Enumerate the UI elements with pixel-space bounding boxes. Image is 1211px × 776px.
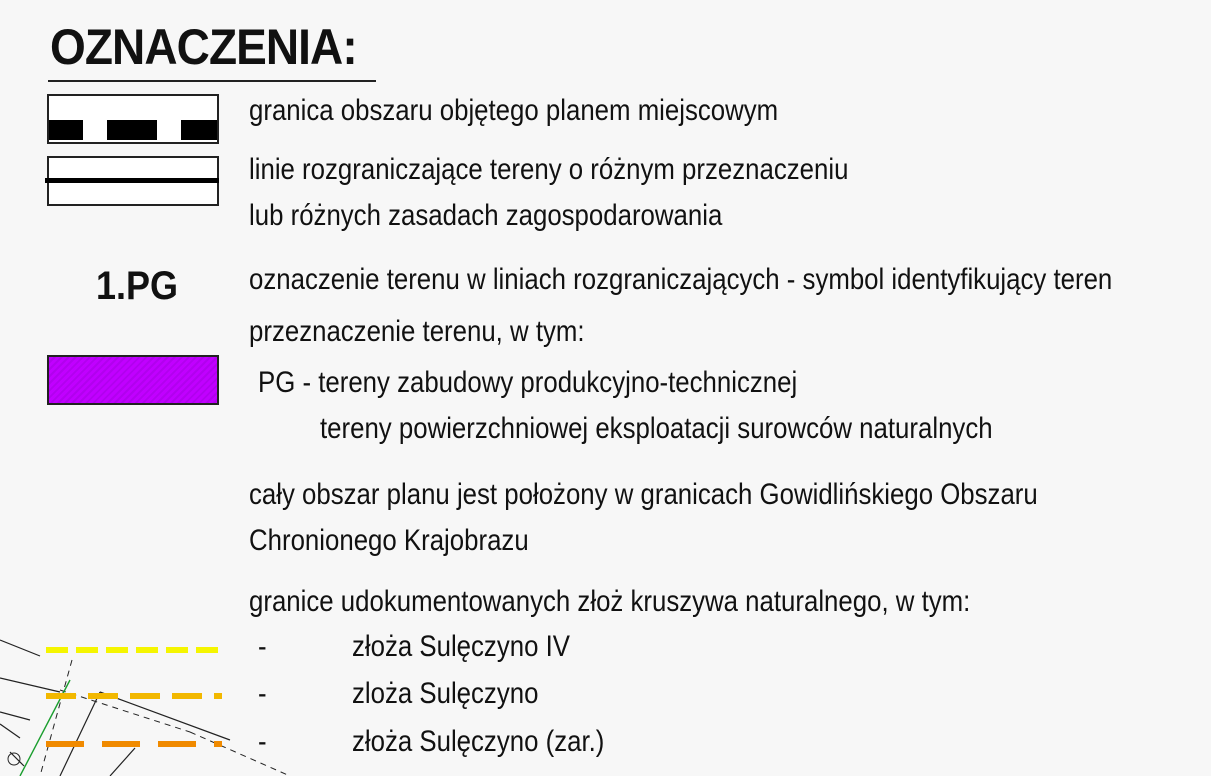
legend-text-land-use-heading: przeznaczenie terenu, w tym: (249, 315, 585, 348)
legend-text-area-code: oznaczenie terenu w liniach rozgraniczających - symbol identyfikujący teren (249, 263, 1113, 296)
title-underline (48, 80, 376, 82)
legend-text-plan-boundary: granica obszaru objętego planem miejscowym (249, 94, 779, 127)
legend-text-landscape-area-2: Chronionego Krajobrazu (249, 524, 529, 557)
deposit-label-sulęczyno: zloża Sulęczyno (352, 677, 539, 710)
plan-boundary-symbol (47, 94, 219, 144)
legend-text-pg: PG - tereny zabudowy produkcyjno-technicznej (258, 366, 798, 399)
deposit-dash-3: - (258, 725, 267, 758)
deposit-line-amber (44, 689, 224, 703)
deposit-line-yellow (44, 643, 224, 657)
deposit-dash-2: - (258, 677, 267, 710)
boundary-lines-symbol (47, 156, 219, 206)
legend-text-pg-2: tereny powierzchniowej eksploatacji surowców naturalnych (320, 412, 993, 445)
legend-text-boundary-lines-2: lub różnych zasadach zagospodarowania (249, 199, 723, 232)
pg-fill-swatch (47, 355, 219, 405)
legend-title: OZNACZENIA: (50, 19, 357, 75)
legend-text-boundary-lines: linie rozgraniczające tereny o różnym przeznaczeniu (249, 153, 849, 186)
deposit-line-orange (44, 737, 224, 751)
legend-text-deposits-heading: granice udokumentowanych złoż kruszywa naturalnego, w tym: (249, 585, 971, 618)
deposit-label-sulęczyno-zar: złoża Sulęczyno (zar.) (352, 725, 605, 758)
deposit-dash-1: - (258, 630, 267, 663)
deposit-label-sulęczyno-iv: złoża Sulęczyno IV (352, 630, 570, 663)
area-code-label: 1.PG (96, 264, 179, 308)
legend-text-landscape-area: cały obszar planu jest położony w granicach Gowidlińskiego Obszaru (249, 478, 1038, 511)
